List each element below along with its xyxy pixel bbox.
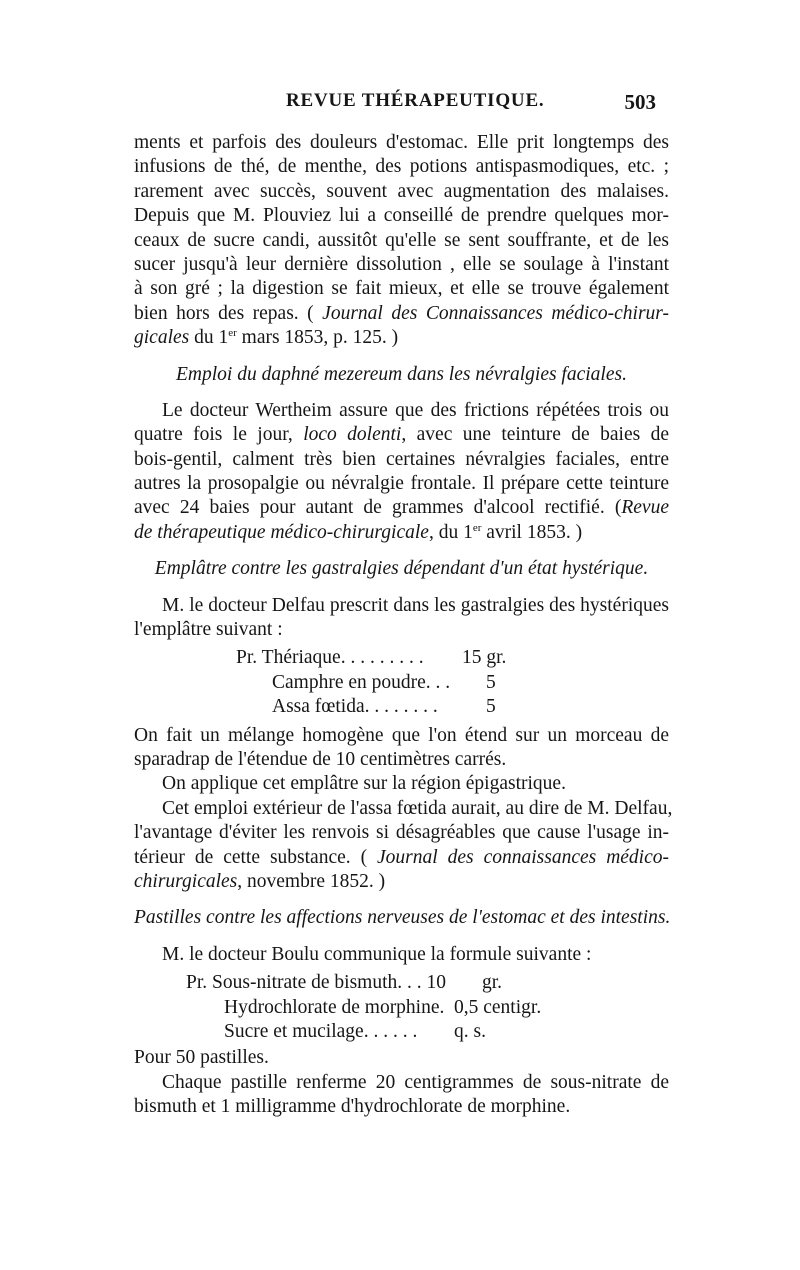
recipe-row	[134, 671, 669, 695]
page-number: 503	[624, 90, 656, 114]
ingredient-name: Sucre et mucilage. . . . . .	[224, 1020, 418, 1042]
ingredient-name: Pr. Thériaque. . . . . . . . .	[236, 647, 424, 669]
text-line: On applique cet emplâtre sur la région épigastrique.	[162, 773, 566, 795]
text-line: sparadrap de l'étendue de 10 centimètres carrés.	[134, 748, 507, 770]
text-line	[134, 870, 669, 894]
text-line: rarement avec succès, souvent avec augmentation des malaises.	[134, 180, 669, 202]
text-run: avec 24 baies pour autant de grammes d'alcool rectifié. (	[134, 497, 622, 519]
text-line: Le docteur Wertheim assure que des frictions répétées trois ou	[162, 399, 669, 421]
text-run: du 1	[189, 327, 229, 349]
section-title: Pastilles contre les affections nerveuses de l'estomac et des intestins.	[134, 907, 671, 929]
recipe-row	[134, 646, 669, 670]
recipe	[134, 971, 669, 1044]
text-line: Depuis que M. Plouviez lui a conseillé de prendre quelques mor-	[134, 205, 669, 227]
text-line: à son gré ; la digestion se fait mieux, et elle se trouve également	[134, 278, 669, 300]
text-line: l'avantage d'éviter les renvois si désagréables que cause l'usage in-	[134, 822, 669, 844]
recipe-row	[134, 996, 669, 1020]
section-paragraph	[134, 943, 669, 1120]
ingredient-name: Hydrochlorate de morphine.	[224, 996, 445, 1018]
text-line	[134, 423, 669, 447]
text-line	[134, 521, 669, 545]
text-run: térieur de cette substance. (	[134, 846, 378, 868]
text-line	[134, 846, 669, 870]
text-run: quatre fois le jour,	[134, 424, 304, 446]
text-line: infusions de thé, de menthe, des potions antispasmodiques, etc. ;	[134, 156, 669, 178]
citation-title: Revue	[621, 497, 669, 519]
text-line: bois-gentil, calment très bien certaines névralgies faciales, entre	[134, 448, 669, 470]
recipe-row	[134, 1020, 669, 1044]
ingredient-quantity: 0,5 centigr.	[454, 996, 542, 1018]
citation-title: de thérapeutique médico-chirurgicale	[134, 521, 429, 543]
text-line: On fait un mélange homogène que l'on étend sur un morceau de	[134, 724, 669, 746]
ingredient-quantity: q. s.	[454, 1020, 486, 1042]
text-line: Pour 50 pastilles.	[134, 1047, 269, 1069]
text-line: Chaque pastille renferme 20 centigrammes de sous-nitrate de	[162, 1071, 669, 1093]
text-line	[134, 496, 669, 520]
section-title: Emplâtre contre les gastralgies dépendant d'un état hystérique.	[154, 558, 649, 580]
text-line	[134, 326, 669, 350]
latin-phrase: loco dolenti	[303, 424, 402, 446]
citation-title: gicales	[134, 327, 190, 349]
recipe	[134, 646, 669, 719]
text-line: ceaux de sucre candi, aussitôt qu'elle se sent souffrante, et de les	[134, 229, 669, 251]
text-run: , du 1	[428, 521, 473, 543]
citation-title: Journal des Connaissances médico-chirur-	[322, 302, 669, 324]
text-line: M. le docteur Delfau prescrit dans les gastralgies des hystériques	[162, 594, 669, 616]
ingredient-quantity: gr.	[482, 972, 503, 994]
recipe-row	[134, 695, 669, 719]
text-line: sucer jusqu'à leur dernière dissolution , elle se soulage à l'instant	[134, 253, 669, 275]
ingredient-name: Assa fœtida. . . . . . . .	[272, 696, 438, 718]
body-text	[134, 131, 673, 1119]
running-title: REVUE THÉRAPEUTIQUE.	[286, 90, 545, 111]
section-paragraph	[134, 594, 673, 895]
superscript: er	[228, 327, 237, 340]
ingredient-name: Pr. Sous-nitrate de bismuth. . . 10	[186, 972, 446, 994]
text-line: Cet emploi extérieur de l'assa fœtida aurait, au dire de M. Delfau,	[162, 797, 673, 819]
text-line: bismuth et 1 milligramme d'hydrochlorate de morphine.	[134, 1096, 571, 1118]
text-run: mars 1853, p. 125. )	[236, 327, 399, 349]
page-header	[134, 90, 656, 120]
citation-title: Journal des connaissances médico-	[377, 846, 669, 868]
section-title: Emploi du daphné mezereum dans les névralgies faciales.	[176, 363, 627, 385]
text-line: M. le docteur Boulu communique la formule suivante :	[162, 943, 592, 965]
text-line: ments et parfois des douleurs d'estomac. Elle prit longtemps des	[134, 132, 669, 153]
text-run: bien hors des repas. (	[134, 302, 323, 324]
section-paragraph	[134, 399, 669, 545]
ingredient-quantity: 5	[486, 696, 496, 718]
text-line	[134, 302, 669, 326]
superscript: er	[472, 521, 482, 534]
text-line: l'emplâtre suivant :	[134, 619, 283, 641]
text-line: autres la prosopalgie ou névralgie frontale. Il prépare cette teinture	[134, 473, 669, 495]
text-run: avril 1853. )	[481, 521, 583, 543]
ingredient-name: Camphre en poudre. . .	[272, 671, 451, 693]
intro-paragraph	[134, 131, 669, 351]
ingredient-quantity: 15 gr.	[462, 647, 507, 669]
text-run: , novembre 1852. )	[237, 870, 386, 892]
citation-title: chirurgicales	[134, 870, 238, 892]
text-run: , avec une teinture de baies de	[401, 424, 670, 446]
recipe-row	[134, 971, 669, 995]
ingredient-quantity: 5	[486, 671, 496, 693]
